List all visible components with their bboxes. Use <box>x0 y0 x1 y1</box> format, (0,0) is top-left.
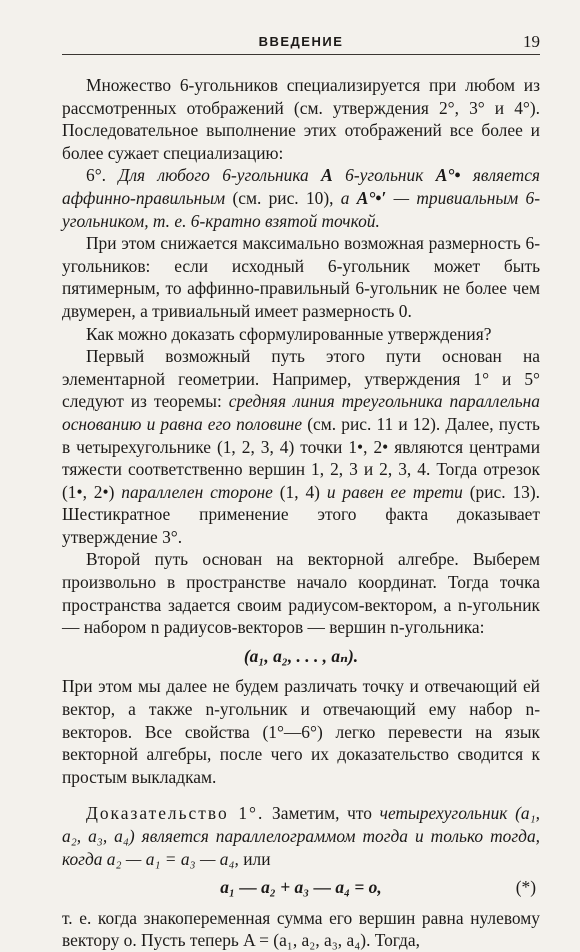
p5-text-c: (1, 4) <box>272 481 327 502</box>
p5-theorem: средняя линия треугольника параллельна основанию и равна его половине <box>62 391 540 434</box>
proof-text-b: или <box>238 848 271 869</box>
paragraph-9: т. е. когда знакопеременная сумма его вершин равна нулевому вектору o. Пусть теперь A = (a₁, a₂, a₃, a₄). Тогда, <box>62 907 540 951</box>
statement-text-c: является аффинно-правильным <box>62 165 540 208</box>
paragraph-4: Как можно доказать сформулированные утверждения? <box>86 323 492 344</box>
proof-text-a: Заметим, что <box>264 803 380 824</box>
statement-text-e: а <box>340 187 357 208</box>
hexagon-symbol-3: A°•′ <box>356 187 387 208</box>
proof-italic: четырехугольник (a₁, a₂, a₃, a₄) является параллелограммом тогда и только тогда, когда a₂ — a₁ = a₃ — a₄, <box>62 803 540 869</box>
paragraph-3: При этом снижается максимально возможная размерность 6-угольников: если исходный 6-угольник может быть пятимерным, то аффинно-правильный 6-угольник не более чем двумерен, а тривиальный имеет размерность 0. <box>62 233 540 321</box>
chapter-title: ВВЕДЕНИЕ <box>258 34 344 49</box>
paragraph-7: При этом мы далее не будем различать точку и отвечающий ей вектор, а также n-угольник и отвечающий ему набор n-векторов. Все свойства (1°—6°) легко перевести на язык векторной алгебры, после чего их доказательство сводится к простым выкладкам. <box>62 676 540 787</box>
statement-6 <box>62 164 540 232</box>
p5-text-d: (рис. 13). Шестикратное применение этого факта доказывает утверждение 3°. <box>62 481 540 547</box>
p5-text-a: Первый возможный путь этого пути основан на элементарной геометрии. Например, утверждения 1° и 5° следуют из теоремы: <box>62 346 540 412</box>
statement-text-a: Для любого 6-угольника <box>118 165 322 186</box>
formula-vertices <box>62 645 540 668</box>
statement-ref: (см. рис. 10), <box>225 187 341 208</box>
formula-star <box>62 876 540 899</box>
statement-text-f: — тривиальным 6-угольником, т. е. 6-кратно взятой точкой. <box>62 187 540 231</box>
running-header <box>62 28 540 55</box>
equation-number: (*) <box>515 877 536 898</box>
p5-italic-3: и равен ее трети <box>326 481 463 502</box>
body-text <box>62 74 540 952</box>
proof-1 <box>62 802 540 870</box>
statement-text-b: 6-угольник <box>332 165 436 186</box>
paragraph-5 <box>62 345 540 548</box>
paragraph-6: Второй путь основан на векторной алгебре. Выберем произвольно в пространстве начало координат. Тогда точка пространства задается своим радиусом-вектором, а n-угольник — набором n радиусов-векторов — вершин n-угольника: <box>62 549 540 638</box>
formula-2-text: a₁ — a₂ + a₃ — a₄ = o, <box>220 877 382 898</box>
p5-text-b: (см. рис. 11 и 12). Далее, пусть в четырехугольнике (1, 2, 3, 4) точки 1•, 2• являются центрами тяжести соответственно вершин 1, 2, 3 и 2, 3, 4. Тогда отрезок (1•, 2•) <box>62 413 540 502</box>
hexagon-symbol: A <box>321 165 333 186</box>
proof-heading: Доказательство 1°. <box>86 803 265 824</box>
page-number: 19 <box>523 32 540 51</box>
statement-number: 6°. <box>86 165 119 186</box>
paragraph-1: Множество 6-угольников специализируется при любом из рассмотренных отображений (см. утверждения 2°, 3° и 4°). Последовательное выполнение этих отображений все более и более сужает специализацию: <box>62 75 540 163</box>
formula-1-text: (a₁, a₂, . . . , aₙ). <box>243 645 359 666</box>
hexagon-symbol-2: A°• <box>435 165 461 186</box>
p5-italic-2: параллелен стороне <box>121 481 273 502</box>
